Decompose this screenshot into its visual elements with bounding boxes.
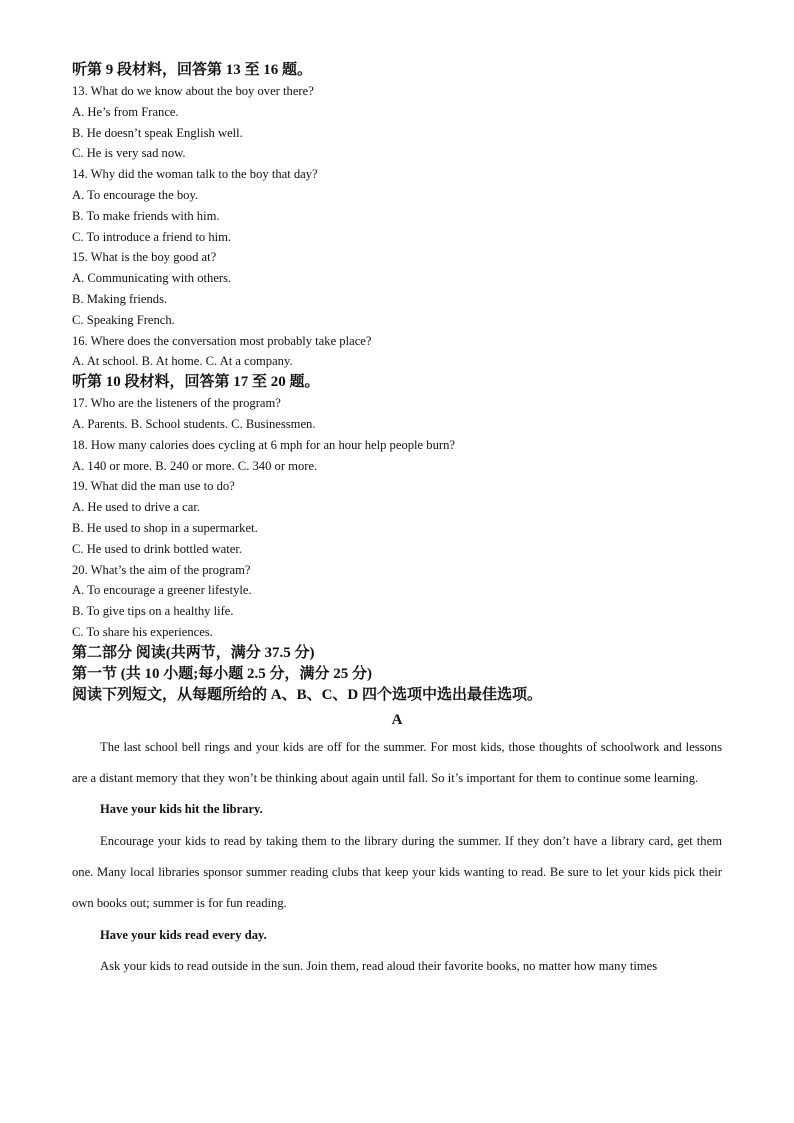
option-line: A. Parents. B. School students. C. Businessmen. — [72, 416, 316, 431]
option-line: B. He used to shop in a supermarket. — [72, 520, 258, 535]
question-line: 17. Who are the listeners of the program? — [72, 396, 281, 411]
option-line: C. Speaking French. — [72, 312, 175, 327]
reading-instructions: 阅读下列短文，从每题所给的 A、B、C、D 四个选项中选出最佳选项。 — [72, 686, 543, 703]
option-line: C. To share his experiences. — [72, 624, 213, 639]
part-2-heading: 第二部分 阅读(共两节，满分 37.5 分) — [72, 644, 315, 661]
option-line: C. He is very sad now. — [72, 146, 186, 161]
option-line: A. He’s from France. — [72, 104, 179, 119]
section-10-questions — [72, 393, 722, 643]
option-line: A. Communicating with others. — [72, 271, 232, 286]
question-line: 16. Where does the conversation most probably take place? — [72, 333, 372, 348]
option-line: B. To give tips on a healthy life. — [72, 604, 234, 619]
question-line: 13. What do we know about the boy over there? — [72, 84, 314, 98]
passage-title: A — [391, 711, 403, 728]
question-line: 14. Why did the woman talk to the boy that day? — [72, 167, 318, 182]
passage-paragraph: Encourage your kids to read by taking them to the library during the summer. If they don’t have a library card, get them one. Many local libraries sponsor summer reading clubs that keep your kids wanting to read. Be sure to let your kids pick their own books out; summer is for fun reading. — [72, 833, 722, 911]
option-line: A. To encourage the boy. — [72, 187, 199, 202]
question-line: 18. How many calories does cycling at 6 mph for an hour help people burn? — [72, 437, 455, 452]
option-line: C. He used to drink bottled water. — [72, 541, 242, 556]
passage-subheading: Have your kids hit the library. — [100, 802, 263, 817]
passage-paragraph: The last school bell rings and your kids are off for the summer. For most kids, those thoughts of schoolwork and lessons are a distant memory that they won’t be thinking about again until fall. So it’s important for them to continue some learning. — [72, 739, 722, 786]
option-line: B. Making friends. — [72, 291, 168, 306]
option-line: C. To introduce a friend to him. — [72, 229, 232, 244]
question-line: 19. What did the man use to do? — [72, 479, 235, 494]
question-line: 15. What is the boy good at? — [72, 250, 217, 265]
document-page — [72, 60, 722, 982]
section-9-heading: 听第 9 段材料，回答第 13 至 16 题。 — [72, 62, 313, 78]
option-line: A. 140 or more. B. 240 or more. C. 340 or more. — [72, 458, 318, 473]
passage-subheading: Have your kids read every day. — [100, 927, 267, 942]
option-line: A. To encourage a greener lifestyle. — [72, 583, 252, 598]
option-line: B. To make friends with him. — [72, 208, 220, 223]
passage-paragraph: Ask your kids to read outside in the sun. Join them, read aloud their favorite books, no matter how many times — [100, 958, 658, 973]
section-9-questions — [72, 81, 722, 372]
option-line: B. He doesn’t speak English well. — [72, 125, 243, 140]
option-line: A. At school. B. At home. C. At a company. — [72, 354, 293, 369]
question-line: 20. What’s the aim of the program? — [72, 562, 251, 577]
option-line: A. He used to drive a car. — [72, 500, 200, 515]
section-10-heading: 听第 10 段材料，回答第 17 至 20 题。 — [72, 374, 320, 391]
section-1-heading: 第一节 (共 10 小题;每小题 2.5 分，满分 25 分) — [72, 665, 372, 682]
